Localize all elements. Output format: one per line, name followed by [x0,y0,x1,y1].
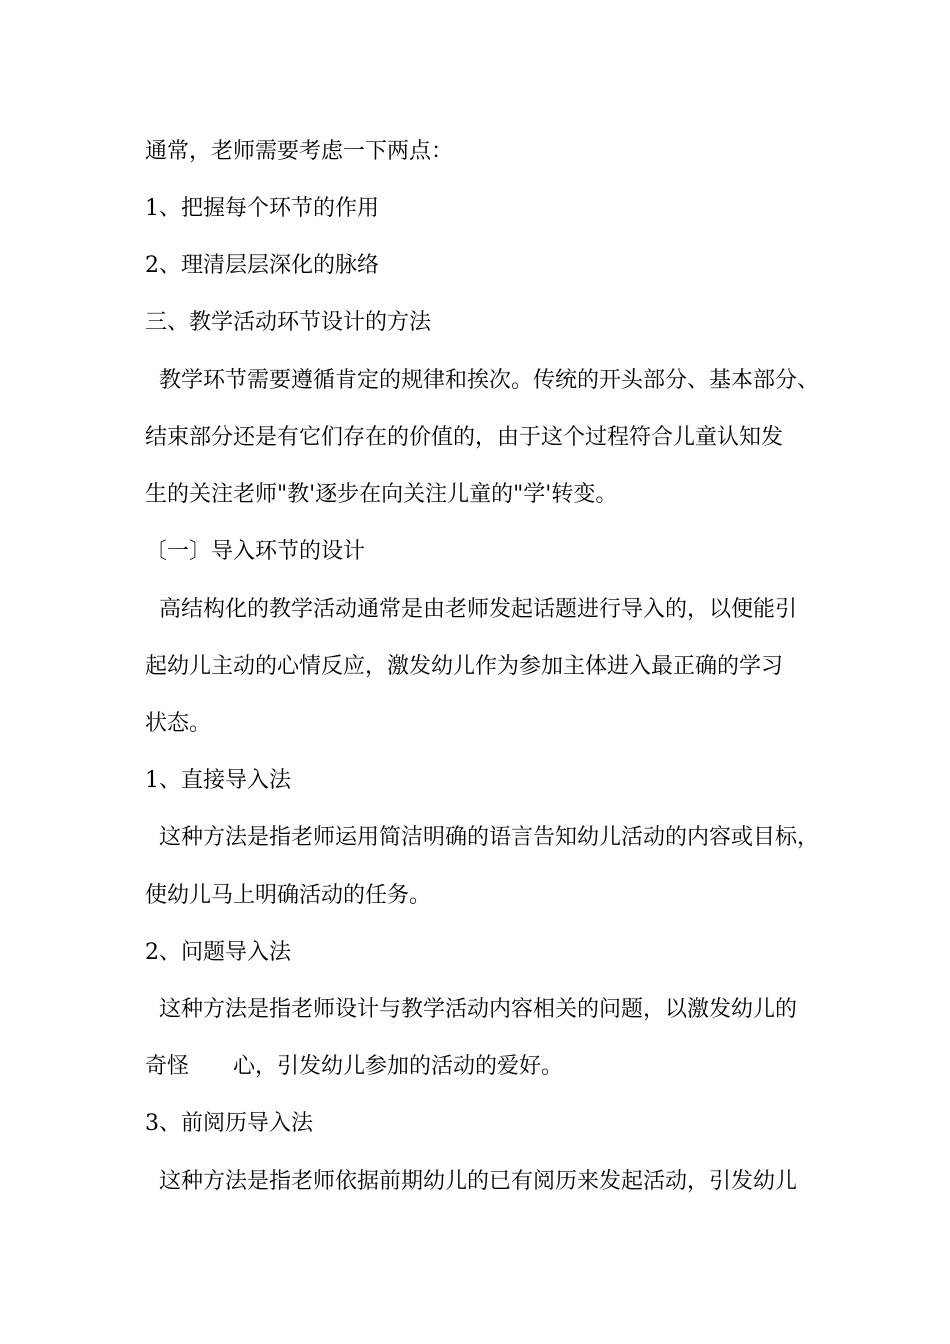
paragraph-line: 奇怪 心，引发幼儿参加的活动的爱好。 [145,1054,564,1079]
paragraph-line: 这种方法是指老师依据前期幼儿的已有阅历来发起活动，引发幼儿 [145,1169,797,1194]
subsection-heading: 〔一〕导入环节的设计 [145,539,366,564]
section-heading-3: 三、教学活动环节设计的方法 [145,310,432,335]
list-item-2: 2、理清层层深化的脉络 [145,253,379,278]
paragraph-line: 起幼儿主动的心情反应，激发幼儿作为参加主体进入最正确的学习 [145,654,784,679]
paragraph-line: 生的关注老师"教'逐步在向关注儿童的"学'转变。 [145,482,618,507]
paragraph-line: 教学环节需要遵循肯定的规律和挨次。传统的开头部分、基本部分、 [145,368,819,393]
list-item-1: 1、把握每个环节的作用 [145,196,379,221]
paragraph-line: 这种方法是指老师设计与教学活动内容相关的问题，以激发幼儿的 [145,997,797,1022]
paragraph-line: 使幼儿马上明确活动的任务。 [145,883,432,908]
paragraph-line: 这种方法是指老师运用简洁明确的语言告知幼儿活动的内容或目标， [145,825,819,850]
method-heading-2: 2、问题导入法 [145,940,291,965]
paragraph-line: 高结构化的教学活动通常是由老师发起话题进行导入的，以便能引 [145,597,797,622]
paragraph-line: 状态。 [145,711,212,736]
method-heading-3: 3、前阅历导入法 [145,1111,313,1136]
paragraph-intro: 通常，老师需要考虑一下两点： [145,139,454,164]
method-heading-1: 1、直接导入法 [145,768,291,793]
paragraph-line: 结束部分还是有它们存在的价值的，由于这个过程符合儿童认知发 [145,425,784,450]
